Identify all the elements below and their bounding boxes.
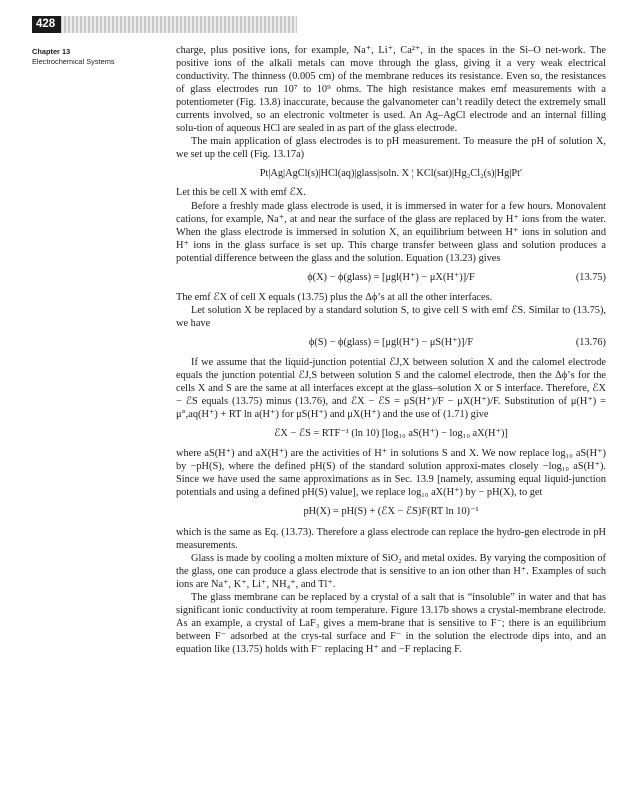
paragraph-10: Glass is made by cooling a molten mixture of SiO₂ and metal oxides. By varying the composition of the glass, one can produce a glass electrode that is sensitive to an ion other than H⁺. Examples of such ions are Na⁺, K⁺, Li⁺, NH₄⁺, and Tl⁺. [176,552,606,590]
paragraph-9: which is the same as Eq. (13.73). Therefore a glass electrode can replace the hydro-gen electrode in pH measurements. [176,526,606,551]
paragraph-8: where aS(H⁺) and aX(H⁺) are the activities of H⁺ in solutions S and X. We now replace log₁₀ aS(H⁺) by −pH(S), where the defined pH(S) of the standard solution approxi-mates closely −log₁₀ aS(H⁺). Since we have used the same approximations as in Sec. 13.9 [namely, assuming equal liquid-junction potentials and using a defined pH(S) value], we replace log₁₀ aX(H⁺) by − pH(X), to get [176,448,606,499]
equation-13-76-body: ϕ(S) − ϕ(glass) = [μgl(H⁺) − μS(H⁺)]/F [308,336,474,348]
equation-ph: pH(X) = pH(S) + (ℰX − ℰS)F(RT ln 10)⁻¹ [303,506,479,518]
equation-13-76 [176,336,606,349]
paragraph-2: The main application of glass electrodes is to pH measurement. To measure the pH of solution X, we set up the cell (Fig. 13.17a) [176,136,606,161]
paragraph-6: Let solution X be replaced by a standard solution S, to give cell S with emf ℰS. Similar to (13.75), we have [176,304,606,329]
equation-13-75-body: ϕ(X) − ϕ(glass) = [μgl(H⁺) − μX(H⁺)]/F [307,271,475,283]
paragraph-11: The glass membrane can be replaced by a crystal of a salt that is “insoluble” in water and that has significant ionic conductivity at room temperature. Figure 13.17b shows a crystal-membrane electrode. As an example, a crystal of LaF₃ gives a mem-brane that is sensitive to F⁻; there is an equilibrium between F⁻ adsorbed at the crys-tal surface and F⁻ in the solution the electrode dips into, and an equation like (13.75) holds with F⁻ replacing H⁺ and −F replacing F. [176,591,606,655]
paragraph-7: If we assume that the liquid-junction potential ℰJ,X between solution X and the calomel electrode equals the junction potential ℰJ,S between solution S and the calomel electrode, then the Δϕ’s for the cells X and S are the same at all interfaces except at the glass–solution X or S interface. Therefore, ℰX − ℰS equals (13.75) minus (13.76), and ℰX − ℰS = μS(H⁺)/F − μX(H⁺)/F. Substitution of μ(H⁺) = μ°,aq(H⁺) + RT ln a(H⁺) for μS(H⁺) and μX(H⁺) and the use of (1.71) give [176,356,606,421]
chapter-label: Chapter 13 [32,47,71,56]
equation-13-75-number: (13.75) [575,271,606,283]
paragraph-4: Before a freshly made glass electrode is used, it is immersed in water for a few hours. Monovalent cations, for example, Na⁺, at and near the surface of the glass are replaced by H⁺ ions from the water. When the glass electrode is immersed in solution X, an equilibrium between H⁺ ions in solution and H⁺ ions in the glass surface is set up. This charge transfer between glass and solution produces a potential difference between the glass and the solution. Equation (13.23) gives [176,200,606,264]
equation-13-75 [176,271,606,284]
main-text [176,44,606,656]
page-number: 428 [32,16,61,33]
chapter-sidebar [32,47,170,67]
chapter-title: Electrochemical Systems [32,57,115,66]
page-header-bar [32,16,297,33]
paragraph-1: charge, plus positive ions, for example, Na⁺, Li⁺, Ca²⁺, in the spaces in the Si–O net-work. The positive ions of the alkali metals can move through the glass, giving it a very weak electrical conductivity. The thinness (0.005 cm) of the membrane reduces its resistance. Even so, the resistances of glass electrodes run 10⁷ to 10⁹ ohms. The high resistance makes emf measurements with a potentiometer (Fig. 13.8) inaccurate, because the galvanometer can’t readily detect the extremely small currents involved, so an electronic voltmeter is used. An Ag–AgCl electrode and an internal filling solu-tion of aqueous HCl are sealed in as part of the glass electrode. [176,45,606,135]
equation-emf-difference: ℰX − ℰS = RTF⁻¹ (ln 10) [log₁₀ aS(H⁺) − log₁₀ aX(H⁺)] [274,428,508,440]
equation-13-76-number: (13.76) [575,336,606,348]
paragraph-5: The emf ℰX of cell X equals (13.75) plus the Δϕ’s at all the other interfaces. [176,291,493,303]
paragraph-3: Let this be cell X with emf ℰX. [176,187,306,199]
cell-diagram: Pt|Ag|AgCl(s)|HCl(aq)|glass|soln. X ¦ KCl(sat)|Hg₂Cl₂(s)|Hg|Pt′ [259,168,523,180]
